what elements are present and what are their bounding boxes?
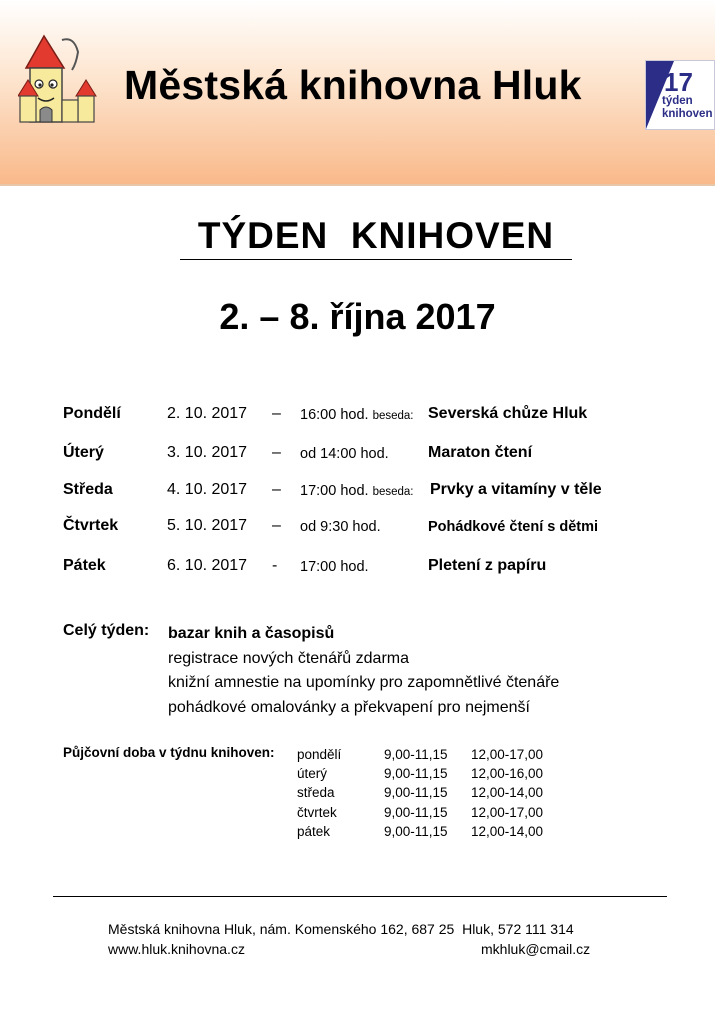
hours-row (297, 783, 597, 802)
hours-day: pátek (297, 823, 331, 839)
week-item: knižní amnestie na upomínky pro zapomnětlivé čtenáře (168, 674, 560, 691)
program-dash: – (272, 481, 281, 498)
program-time: od 14:00 hod. (300, 446, 389, 462)
footer-email-link[interactable]: mkhluk@cmail.cz (481, 941, 591, 957)
library-name: Městská knihovna Hluk (124, 62, 582, 108)
footer-divider (53, 896, 667, 897)
program-time-value: 16:00 hod. (300, 407, 369, 423)
program-note: beseda: (372, 486, 414, 498)
program-date: 4. 10. 2017 (167, 481, 248, 498)
program-time (300, 407, 414, 423)
program-date: 5. 10. 2017 (167, 517, 248, 534)
hours-morning: 9,00-11,15 (384, 747, 448, 762)
program-event: Pletení z papíru (428, 557, 547, 574)
program-event: Pohádkové čtení s dětmi (428, 519, 599, 535)
hours-day: čtvrtek (297, 804, 337, 820)
hours-morning: 9,00-11,15 (384, 785, 448, 801)
whole-week-label: Celý týden: (63, 622, 150, 639)
hours-day: úterý (297, 766, 328, 782)
castle-logo-icon (18, 34, 98, 126)
hours-afternoon: 12,00-16,00 (471, 766, 544, 782)
week-item: pohádkové omalovánky a překvapení pro nejmenší (168, 698, 530, 716)
week-badge (645, 60, 715, 130)
program-day: Čtvrtek (63, 517, 119, 534)
program-day: Středa (63, 481, 113, 498)
program-date: 2. 10. 2017 (167, 405, 248, 422)
hours-day: pondělí (297, 747, 342, 762)
program-day: Pátek (63, 557, 106, 574)
hours-row (297, 745, 597, 764)
hours-morning: 9,00-11,15 (384, 766, 448, 782)
whole-week-list (168, 622, 559, 720)
hours-day: středa (297, 785, 335, 801)
program-time-value: 17:00 hod. (300, 483, 369, 499)
program-date: 3. 10. 2017 (167, 444, 248, 461)
program-date: 6. 10. 2017 (167, 557, 248, 574)
program-time (300, 483, 414, 499)
program-event: Prvky a vitamíny v těle (430, 481, 602, 498)
program-dash: – (272, 444, 281, 461)
program-time: od 9:30 hod. (300, 519, 381, 535)
program-dash: - (272, 557, 278, 574)
program-dash: – (272, 517, 281, 534)
footer-address: Městská knihovna Hluk, nám. Komenského 162, 687 25 Hluk, 572 111 314 (108, 921, 574, 937)
program-event: Maraton čtení (428, 444, 533, 461)
header-banner (0, 0, 715, 186)
hours-row (297, 764, 597, 783)
program-day: Úterý (63, 444, 104, 461)
hours-morning: 9,00-11,15 (384, 804, 448, 820)
badge-line1: týden (662, 95, 693, 107)
footer-website-link[interactable]: www.hluk.knihovna.cz (108, 941, 245, 957)
hours-afternoon: 12,00-17,00 (471, 804, 544, 820)
week-item: registrace nových čtenářů zdarma (168, 649, 409, 667)
program-event: Severská chůze Hluk (428, 405, 588, 422)
week-item: bazar knih a časopisů (168, 625, 335, 642)
opening-hours-label: Půjčovní doba v týdnu knihoven: (63, 745, 275, 760)
page-title: TÝDEN KNIHOVEN (180, 215, 572, 260)
program-note: beseda: (372, 410, 414, 422)
program-time: 17:00 hod. (300, 559, 369, 575)
hours-afternoon: 12,00-17,00 (471, 747, 544, 762)
program-day: Pondělí (63, 405, 121, 422)
hours-row (297, 803, 597, 822)
badge-number: 17 (664, 67, 693, 97)
hours-afternoon: 12,00-14,00 (471, 785, 544, 801)
hours-row (297, 822, 597, 841)
program-dash: – (272, 405, 281, 422)
hours-morning: 9,00-11,15 (384, 823, 448, 839)
event-dates: 2. – 8. října 2017 (219, 296, 496, 337)
hours-afternoon: 12,00-14,00 (471, 823, 544, 839)
opening-hours-table (297, 745, 597, 841)
badge-line2: knihoven (662, 108, 713, 120)
